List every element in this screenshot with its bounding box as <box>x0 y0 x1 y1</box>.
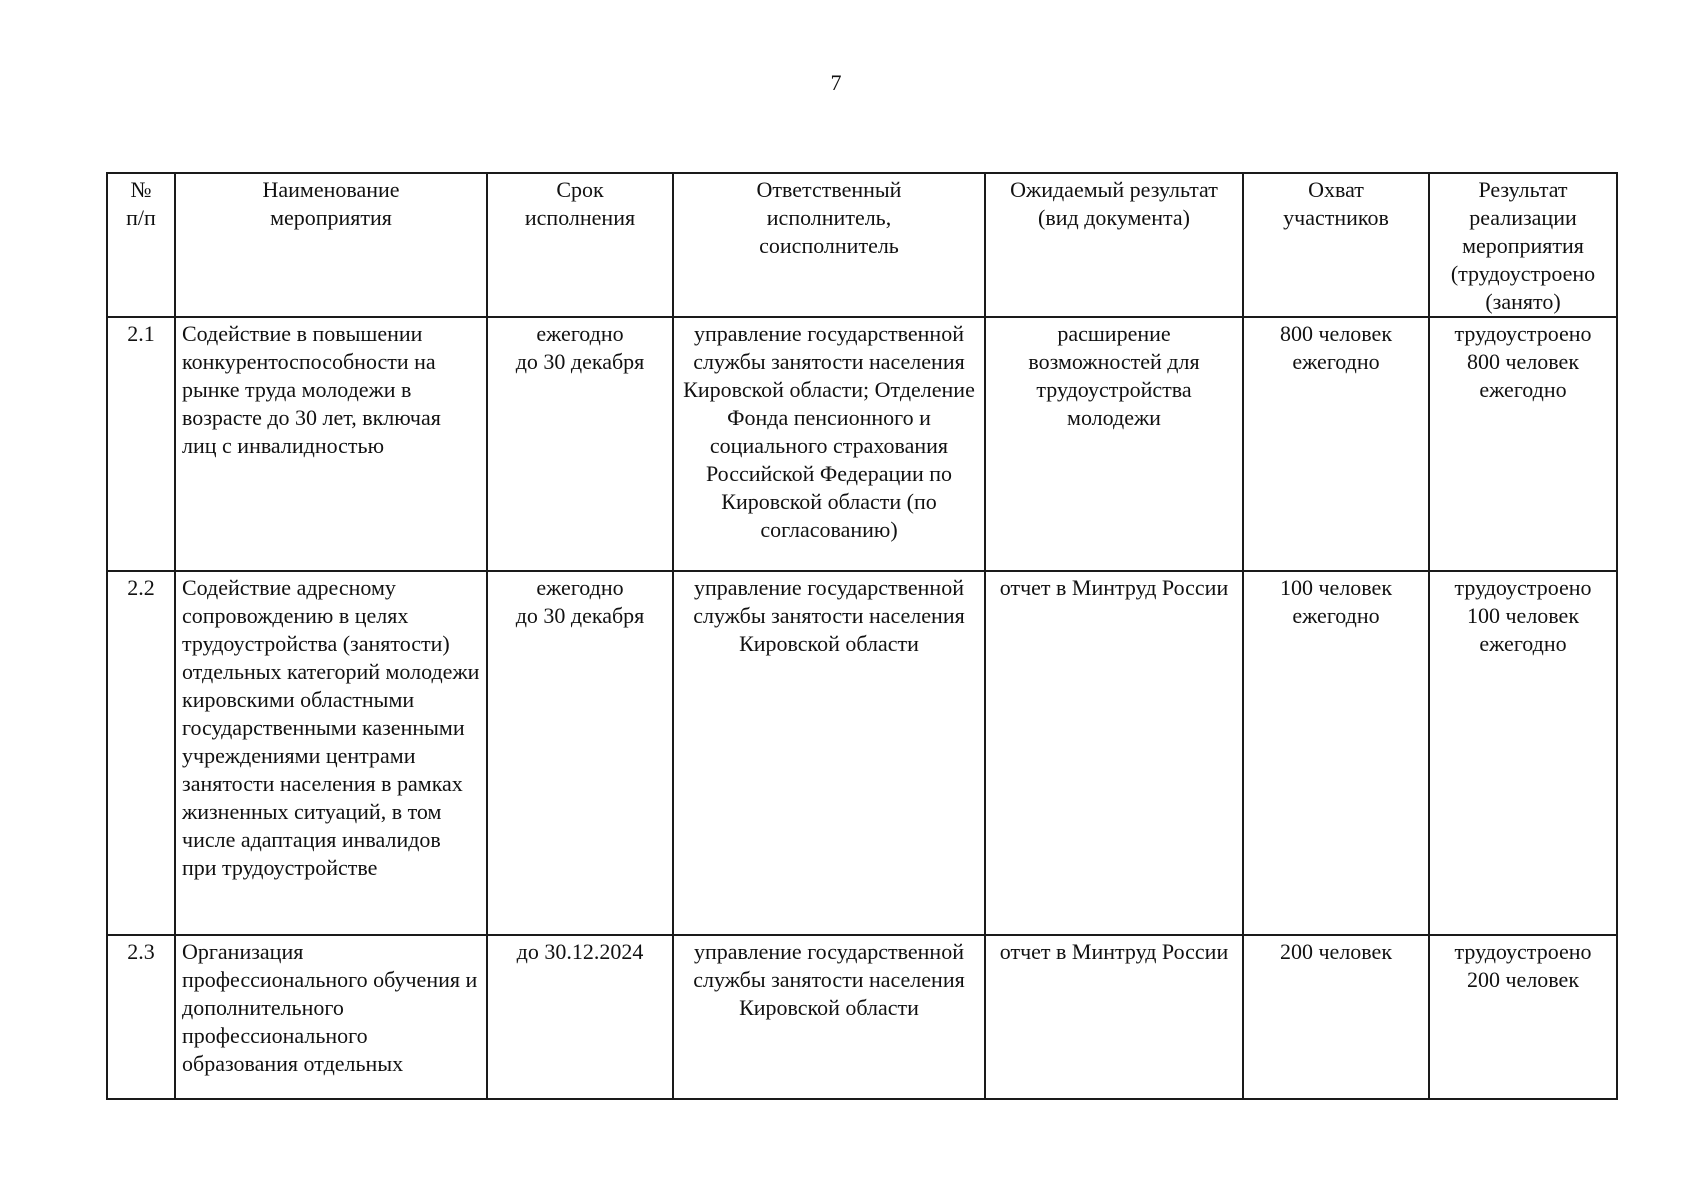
header-term: Срок исполнения <box>487 173 673 317</box>
responsible: управление государственной службы занятости населения Кировской области <box>673 571 985 935</box>
activity-name: Содействие в повышении конкурентоспособности на рынке труда молодежи в возрасте до 30 лет, включая лиц с инвалидностью <box>175 317 487 571</box>
term: до 30.12.2024 <box>487 935 673 1099</box>
row-number: 2.3 <box>107 935 175 1099</box>
header-activity-name: Наименование мероприятия <box>175 173 487 317</box>
responsible: управление государственной службы занятости населения Кировской области; Отделение Фонда пенсионного и социального страхования Российской Федерации по Кировской области (по согласованию) <box>673 317 985 571</box>
row-number: 2.2 <box>107 571 175 935</box>
term: ежегодно до 30 декабря <box>487 571 673 935</box>
activity-plan-table <box>106 172 1618 1100</box>
outcome: трудоустроено 800 человек ежегодно <box>1429 317 1617 571</box>
activity-name: Организация профессионального обучения и дополнительного профессионального образования отдельных <box>175 935 487 1099</box>
page-number: 7 <box>830 70 842 95</box>
outcome: трудоустроено 200 человек <box>1429 935 1617 1099</box>
outcome: трудоустроено 100 человек ежегодно <box>1429 571 1617 935</box>
table-row <box>107 935 1617 1099</box>
coverage: 100 человек ежегодно <box>1243 571 1429 935</box>
row-number: 2.1 <box>107 317 175 571</box>
header-outcome: Результат реализации мероприятия (трудоустроено (занято) <box>1429 173 1617 317</box>
expected-result: отчет в Минтруд России <box>985 571 1243 935</box>
coverage: 800 человек ежегодно <box>1243 317 1429 571</box>
coverage: 200 человек <box>1243 935 1429 1099</box>
header-responsible: Ответственный исполнитель, соисполнитель <box>673 173 985 317</box>
table-row <box>107 571 1617 935</box>
expected-result: отчет в Минтруд России <box>985 935 1243 1099</box>
term: ежегодно до 30 декабря <box>487 317 673 571</box>
activity-name: Содействие адресному сопровождению в целях трудоустройства (занятости) отдельных категорий молодежи кировскими областными государственными казенными учреждениями центрами занятости населения в рамках жизненных ситуаций, в том числе адаптация инвалидов при трудоустройстве <box>175 571 487 935</box>
header-number: № п/п <box>107 173 175 317</box>
responsible: управление государственной службы занятости населения Кировской области <box>673 935 985 1099</box>
expected-result: расширение возможностей для трудоустройства молодежи <box>985 317 1243 571</box>
header-expected-result: Ожидаемый результат (вид документа) <box>985 173 1243 317</box>
header-coverage: Охват участников <box>1243 173 1429 317</box>
table-row <box>107 317 1617 571</box>
table-header-row <box>107 173 1617 317</box>
